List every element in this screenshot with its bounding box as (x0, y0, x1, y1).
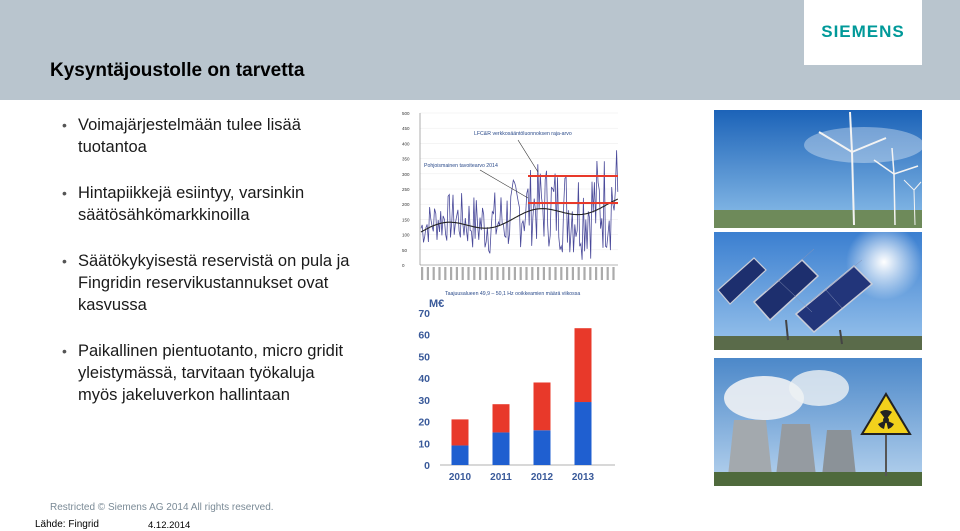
x-tick-label (491, 267, 493, 280)
x-tick-label (583, 267, 585, 280)
x-tick-label (508, 267, 510, 280)
annotation-lfcr: LFC&R verkkosääntöluonnoksen raja-arvo (474, 131, 572, 137)
y-tick-label: 0 (424, 460, 430, 472)
chart-legend: Taajuusalueen 49,9 – 50,1 Hz ooikkeamien määrä viikossa (445, 291, 581, 297)
solar-panels-photo (714, 232, 922, 350)
y-tick-label: 50 (418, 351, 430, 364)
y-tick-label: 400 (402, 141, 410, 147)
bullet-item: • Säätökykyisestä reservistä on pula ja Fingridin reservikustannukset ovat kasvussa (58, 250, 358, 316)
x-tick-label (502, 267, 504, 280)
y-tick-label: 40 (418, 373, 430, 386)
x-tick-label (560, 267, 562, 280)
x-tick-label (462, 267, 464, 280)
x-tick-label (456, 267, 458, 280)
x-tick-label: 2011 (490, 472, 512, 483)
bullet-item: • Paikallinen pientuotanto, micro gridit yleistymässä, tarvitaan työkaluja myös jakeluverkon hallintaan (58, 340, 358, 406)
footer-date: 4.12.2014 (148, 520, 191, 531)
y-tick-label: 500 (402, 111, 410, 116)
bar-segment (493, 432, 510, 465)
y-tick-label: 450 (402, 126, 410, 132)
x-tick-label (479, 267, 481, 280)
x-tick-label (473, 267, 475, 280)
x-tick-label (537, 267, 539, 280)
y-tick-label: 100 (402, 232, 410, 238)
x-tick-label (421, 267, 423, 280)
annotation-arrow-1 (518, 140, 538, 172)
x-tick-label (520, 267, 522, 280)
x-tick-label (601, 267, 603, 280)
y-tick-label: 10 (418, 438, 430, 451)
y-tick-label: 150 (402, 217, 410, 223)
x-tick-label (549, 267, 551, 280)
bar-segment (493, 404, 510, 432)
x-tick-label (433, 267, 435, 280)
y-tick-label: 300 (402, 171, 410, 177)
bar-segment (575, 328, 592, 402)
bullet-item: • Voimajärjestelmään tulee lisää tuotantoa (58, 114, 358, 158)
x-tick-label (554, 267, 556, 280)
x-tick-label (438, 267, 440, 280)
frequency-deviation-chart (400, 110, 622, 282)
x-tick-label (450, 267, 452, 280)
y-tick-label: 60 (418, 329, 430, 342)
y-tick-label: 0 (402, 263, 405, 268)
nuclear-plant-photo (714, 358, 922, 486)
y-tick-label: 50 (402, 247, 408, 253)
bar-segment (534, 382, 551, 430)
x-tick-label (607, 267, 609, 280)
x-tick-label (595, 267, 597, 280)
siemens-logo (804, 0, 922, 65)
x-tick-label (485, 267, 487, 280)
logo-text: SIEMENS (821, 22, 905, 41)
y-axis-unit-label: M€ (429, 298, 445, 310)
x-tick-label: 2012 (530, 472, 554, 483)
x-tick-label (589, 267, 591, 280)
reserve-cost-bar-chart (400, 283, 622, 486)
y-tick-label: 250 (402, 187, 410, 192)
bullet-item: • Hintapiikkejä esiintyy, varsinkin säätösähkömarkkinoilla (58, 182, 358, 226)
x-tick-label (578, 267, 580, 280)
x-tick-label (531, 267, 533, 280)
y-tick-label: 20 (418, 416, 430, 429)
bar-segment (534, 430, 551, 465)
x-tick-label (525, 267, 527, 280)
y-tick-label: 70 (418, 308, 430, 320)
x-tick-label (496, 267, 498, 280)
x-tick-label (572, 267, 574, 280)
x-tick-label (467, 267, 469, 280)
bullet-list (58, 114, 358, 430)
x-tick-label: 2013 (571, 472, 595, 483)
wind-turbines-photo (714, 110, 922, 228)
x-tick-label (612, 267, 614, 280)
x-tick-label (566, 267, 568, 280)
x-tick-label (543, 267, 545, 280)
bar-segment (575, 402, 592, 465)
annotation-arrow-2 (480, 170, 528, 198)
x-tick-label (427, 267, 429, 280)
y-tick-label: 30 (418, 394, 430, 407)
y-tick-label: 350 (402, 156, 410, 162)
bar-segment (452, 419, 469, 445)
footer-source: Lähde: Fingrid (35, 519, 99, 530)
x-tick-label: 2010 (448, 472, 472, 483)
footer-copyright: Restricted © Siemens AG 2014 All rights reserved. (50, 502, 274, 513)
y-tick-label: 200 (402, 202, 410, 208)
x-tick-label (444, 267, 446, 280)
annotation-nordic-target: Pohjoismainen tavoitearvo 2014 (424, 163, 498, 169)
bar-segment (452, 445, 469, 465)
slide-title: Kysyntäjoustolle on tarvetta (50, 60, 305, 81)
x-tick-label (514, 267, 516, 280)
